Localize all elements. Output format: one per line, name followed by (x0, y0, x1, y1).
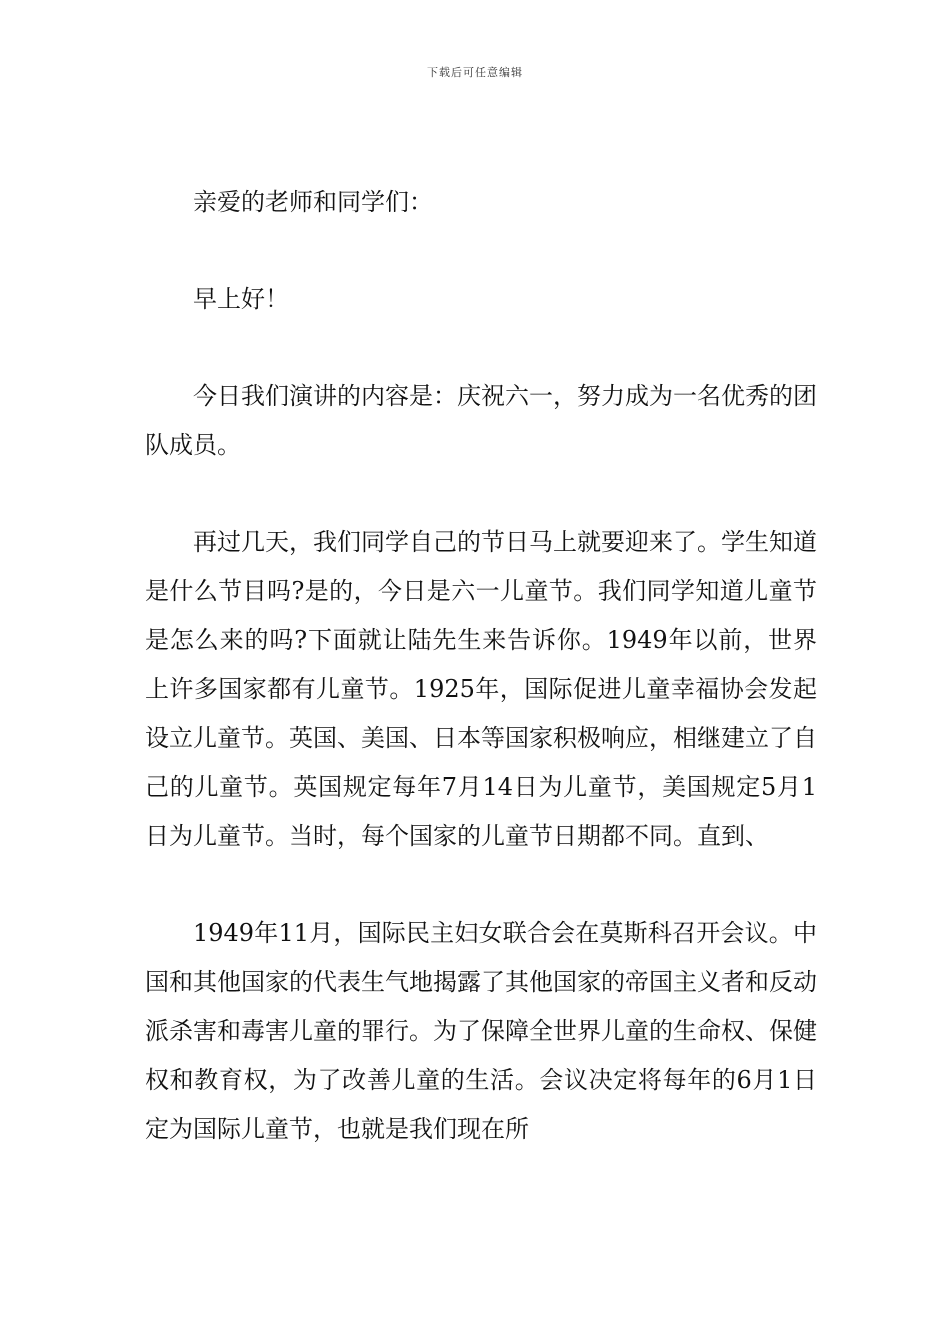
paragraph-topic: 今日我们演讲的内容是：庆祝六一，努力成为一名优秀的团队成员。 (145, 382, 817, 459)
document-body (145, 178, 817, 1202)
paragraph-1949-meeting: 1949年11月，国际民主妇女联合会在莫斯科召开会议。中国和其他国家的代表生气地揭露了其他国家的帝国主义者和反动派杀害和毒害儿童的罪行。为了保障全世界儿童的生命权、保健权和教育权，为了改善儿童的生活。会议决定将每年的6月1日定为国际儿童节，也就是我们现在所 (145, 919, 817, 1143)
paragraph-history: 再过几天，我们同学自己的节日马上就要迎来了。学生知道是什么节目吗?是的，今日是六一儿童节。我们同学知道儿童节是怎么来的吗?下面就让陆先生来告诉你。1949年以前，世界上许多国家都有儿童节。1925年，国际促进儿童幸福协会发起设立儿童节。英国、美国、日本等国家积极响应，相继建立了自己的儿童节。英国规定每年7月14日为儿童节，美国规定5月1日为儿童节。当时，每个国家的儿童节日期都不同。直到、 (145, 528, 817, 850)
paragraph-good-morning: 早上好！ (193, 285, 289, 313)
page-header-note: 下载后可任意编辑 (427, 66, 523, 79)
paragraph-greeting: 亲爱的老师和同学们： (193, 188, 433, 216)
